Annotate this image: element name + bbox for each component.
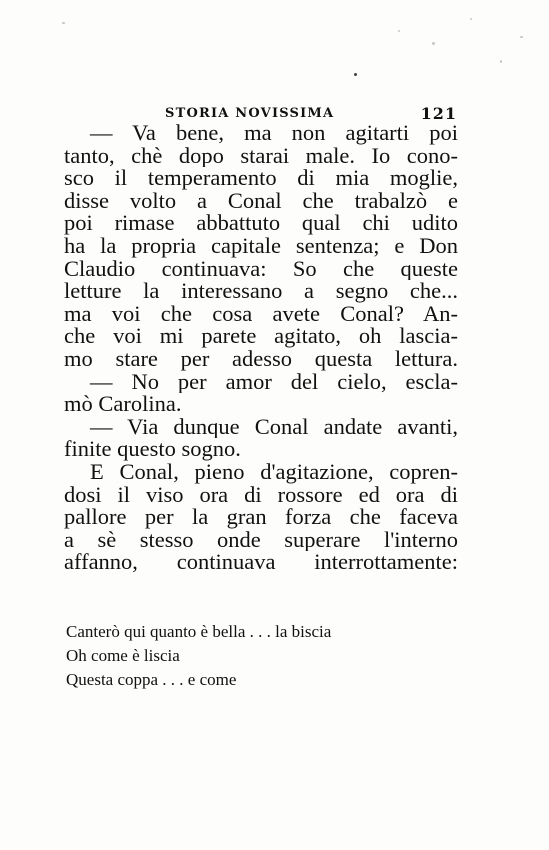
- text-line: letture la interessano a segno che...: [64, 280, 458, 303]
- verse-line: Questa coppa . . . e come: [66, 670, 237, 689]
- text-line: — Va bene, ma non agitarti poi: [90, 122, 458, 145]
- text-line: Claudio continuava: So che queste: [64, 257, 458, 281]
- text-line: tanto, chè dopo starai male. Io cono-: [64, 144, 458, 168]
- text-line: — Via dunque Conal andate avanti,: [90, 415, 458, 439]
- text-line: mò Carolina.: [64, 391, 182, 417]
- text-line: pallore per la gran forza che faceva: [64, 506, 458, 529]
- text-line: mo stare per adesso questa lettura.: [64, 347, 458, 371]
- paper-speck: [62, 22, 65, 24]
- paper-speck: [432, 42, 435, 45]
- text-line: E Conal, pieno d'agitazione, copren-: [90, 460, 458, 484]
- text-line: poi rimase abbattuto qual chi udito: [64, 212, 458, 235]
- verse-line: Oh come è liscia: [66, 646, 180, 665]
- paper-speck: [470, 18, 472, 20]
- text-line: a sè stesso onde superare l'interno: [64, 528, 458, 552]
- paper-speck: [520, 36, 523, 38]
- verse-line: Canterò qui quanto è bella . . . la biscia: [66, 622, 332, 641]
- text-line: affanno, continuava interrottamente:: [64, 551, 458, 574]
- running-title: STORIA NOVISSIMA: [165, 106, 335, 121]
- printer-mark: [354, 73, 357, 76]
- verse-block: [66, 620, 436, 692]
- text-line: — No per amor del cielo, escla-: [90, 370, 458, 394]
- text-line: disse volto a Conal che trabalzò e: [64, 189, 458, 213]
- paper-speck: [398, 30, 400, 32]
- text-line: ma voi che cosa avete Conal? An-: [64, 302, 458, 326]
- body-text: [64, 122, 458, 574]
- text-line: che voi mi parete agitato, oh lascia-: [64, 325, 458, 348]
- running-head: [165, 104, 457, 124]
- text-line: finite questo sogno.: [64, 436, 241, 462]
- paper-speck: [500, 60, 502, 63]
- text-line: ha la propria capitale sentenza; e Don: [64, 234, 458, 258]
- text-line: dosi il viso ora di rossore ed ora di: [64, 483, 458, 507]
- page-number: 121: [420, 104, 457, 123]
- text-line: sco il temperamento di mia moglie,: [64, 167, 458, 190]
